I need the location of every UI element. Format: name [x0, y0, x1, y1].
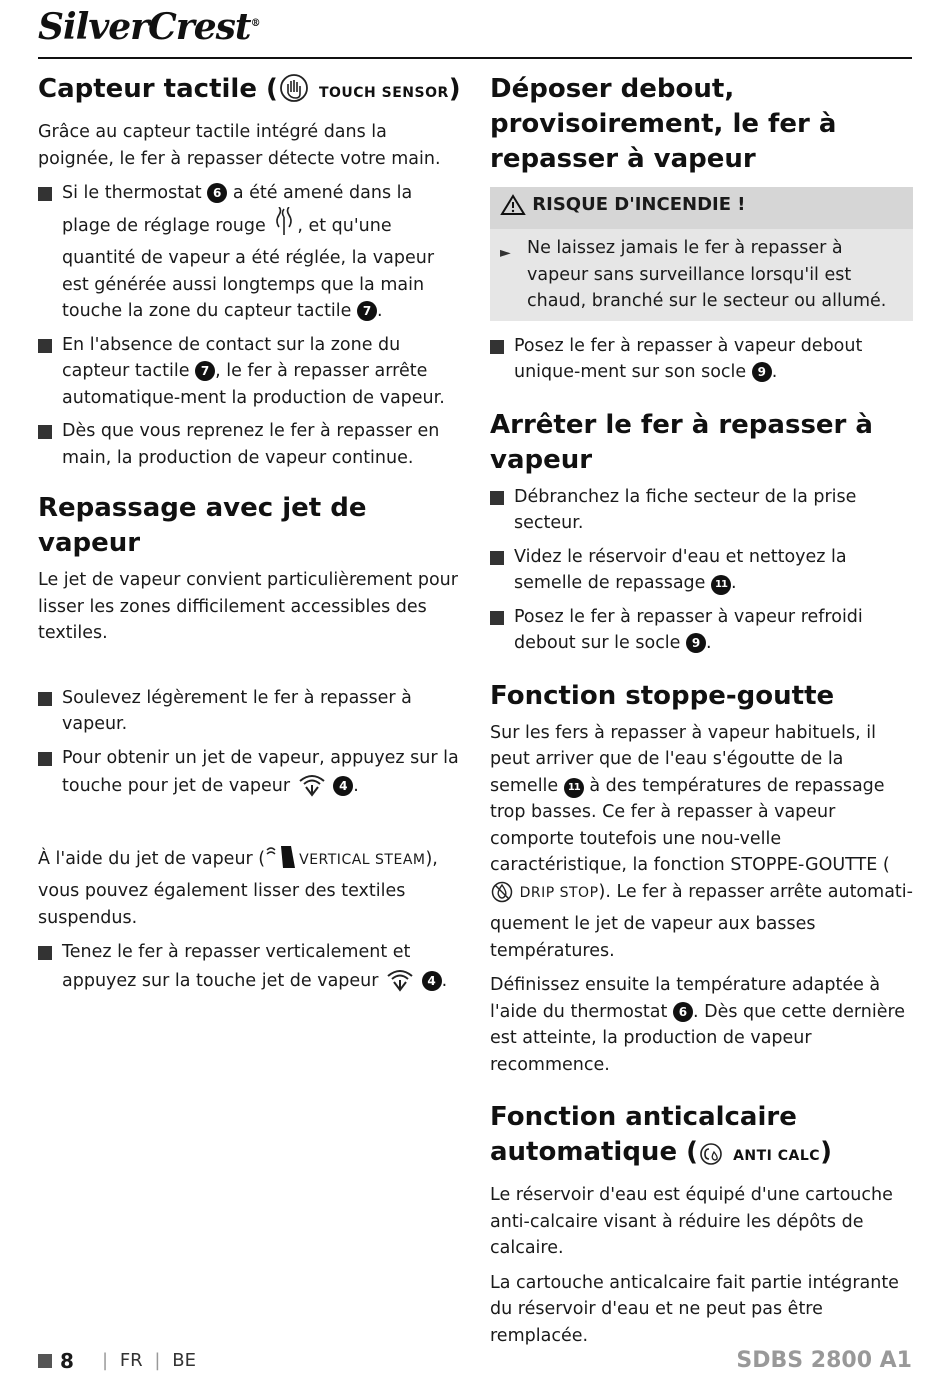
steam-jet-list: [38, 685, 463, 806]
drip-stop-paragraph-1: Sur les fers à repasser à vapeur habituels, il peut arriver que de l'eau s'égoutte de la semelle 11 à des températures de repassage trop basses. Ce fer à repasser à vapeur comporte toutefois une nou-velle caractéristique, la fonction STOPPE-GOUTTE ( DRIP STOP). Le fer à repasser arrête automati-quement le jet de vapeur aux basses températures.: [490, 722, 913, 961]
vertical-steam-icon: [265, 844, 299, 879]
stand-upright-list: [490, 333, 913, 386]
ref-number: 4: [422, 971, 442, 991]
ref-number: 9: [686, 633, 706, 653]
steam-burst-icon: [384, 966, 416, 1001]
list-item: En l'absence de contact sur la zone du capteur tactile 7 , le fer à repasser arrête automatique-ment la production de vapeur.: [38, 332, 463, 412]
warning-body: [490, 229, 913, 321]
bullet-square: [38, 946, 52, 960]
fire-warning-box: [490, 187, 913, 321]
bullet-square: [490, 491, 504, 505]
section-title-stand-upright: Déposer debout, provisoirement, le fer à repasser à vapeur: [490, 74, 837, 174]
hand-touch-icon: [278, 73, 310, 113]
list-item: Si le thermostat 6 a été amené dans la plage de réglage rouge , et qu'une quantité de vapeur a été réglée, la vapeur est générée aussi longtemps que la main touche la zone du capteur tactile 7 .: [38, 180, 463, 325]
touch-sensor-list: [38, 180, 463, 471]
footer-square: [38, 1354, 52, 1368]
warning-triangle-icon: [500, 194, 526, 225]
drip-stop-paragraph-2: Définissez ensuite la température adaptée à l'aide du thermostat 6 . Dès que cette dernière est atteinte, la production de vapeur recommence.: [490, 975, 906, 1075]
vertical-steam-list: [38, 939, 463, 1000]
drip-stop-icon: [490, 881, 514, 912]
warning-item: ► Ne laissez jamais le fer à repasser à vapeur sans surveillance lorsqu'il est chaud, branché sur le secteur ou allumé.: [500, 238, 887, 311]
anti-calc-paragraph-1: Le réservoir d'eau est équipé d'une cartouche anti-calcaire visant à réduire les dépôts de calcaire.: [490, 1185, 893, 1258]
section-title-touch-sensor: Capteur tactile ( TOUCH SENSOR): [38, 72, 463, 113]
bullet-square: [38, 752, 52, 766]
brand-logo: SilverCrest®: [38, 6, 260, 48]
header-rule: [38, 57, 912, 59]
section-title-steam-jet: Repassage avec jet de vapeur: [38, 493, 367, 558]
bullet-square: [38, 187, 52, 201]
list-item: Posez le fer à repasser à vapeur refroidi debout sur le socle 9 .: [490, 604, 913, 657]
ref-number: 7: [357, 301, 377, 321]
list-item: Dès que vous reprenez le fer à repasser en main, la production de vapeur continue.: [38, 418, 463, 471]
warning-heading: RISQUE D'INCENDIE !: [490, 187, 913, 229]
ref-number: 4: [333, 776, 353, 796]
steam-symbol-icon: [271, 207, 297, 246]
list-item: Soulevez légèrement le fer à repasser à vapeur.: [38, 685, 463, 738]
bullet-square: [490, 551, 504, 565]
list-item: Posez le fer à repasser à vapeur debout unique-ment sur son socle 9 .: [490, 333, 913, 386]
arrow-right-icon: ►: [500, 245, 511, 261]
ref-number: 11: [711, 575, 731, 595]
right-column: [490, 72, 913, 1357]
touch-sensor-intro: Grâce au capteur tactile intégré dans la poignée, le fer à repasser détecte votre main.: [38, 122, 441, 169]
section-title-switch-off: Arrêter le fer à repasser à vapeur: [490, 409, 873, 475]
model-number: SDBS 2800 A1: [736, 1348, 912, 1373]
steam-burst-icon: [296, 771, 328, 806]
list-item: Tenez le fer à repasser verticalement et appuyez sur la touche jet de vapeur 4 .: [38, 939, 463, 1000]
ref-number: 11: [564, 778, 584, 798]
section-title-anti-calc: Fonction anticalcaire automatique ( ANTI CALC): [490, 1100, 913, 1176]
list-item: Videz le réservoir d'eau et nettoyez la semelle de repassage 11 .: [490, 544, 913, 597]
bullet-square: [38, 425, 52, 439]
list-item: Débranchez la fiche secteur de la prise secteur.: [490, 484, 913, 537]
list-item: Pour obtenir un jet de vapeur, appuyez sur la touche pour jet de vapeur 4 .: [38, 745, 463, 806]
bullet-square: [38, 339, 52, 353]
vertical-steam-paragraph: À l'aide du jet de vapeur ( VERTICAL STEAM), vous pouvez également lisser des textiles suspendus.: [38, 844, 463, 932]
bullet-square: [490, 611, 504, 625]
bullet-square: [38, 692, 52, 706]
section-title-drip-stop: Fonction stoppe-goutte: [490, 680, 835, 711]
language-codes: | FR | BE: [102, 1350, 196, 1371]
ref-number: 7: [195, 361, 215, 381]
anti-calc-paragraph-2: La cartouche anticalcaire fait partie intégrante du réservoir d'eau et ne peut pas être remplacée.: [490, 1272, 899, 1346]
ref-number: 6: [673, 1002, 693, 1022]
left-column: [38, 72, 463, 1008]
switch-off-list: [490, 484, 913, 657]
ref-number: 9: [752, 362, 772, 382]
bullet-square: [490, 340, 504, 354]
ref-number: 6: [207, 183, 227, 203]
page-number: 8: [60, 1349, 74, 1373]
anti-calc-icon: [698, 1141, 724, 1176]
steam-jet-intro: Le jet de vapeur convient particulièrement pour lisser les zones difficilement accessibles des textiles.: [38, 570, 458, 643]
